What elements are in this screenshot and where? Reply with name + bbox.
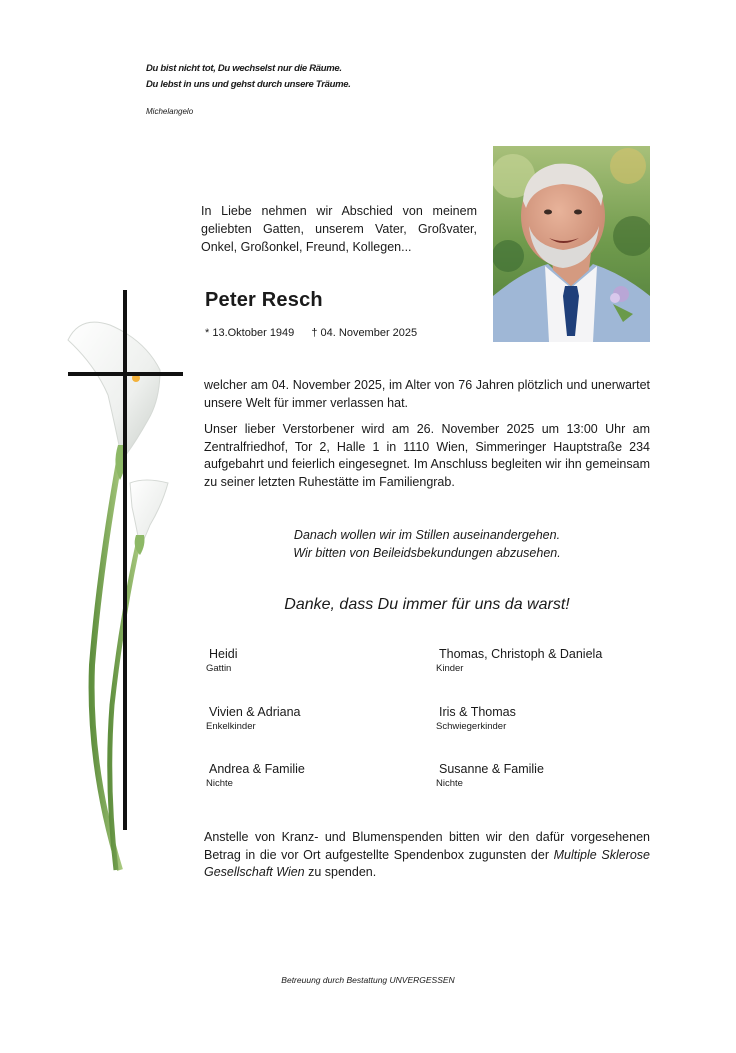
notice-line-1: Danach wollen wir im Stillen auseinandergehen. xyxy=(293,528,561,542)
mourner-entry xyxy=(436,647,646,674)
portrait-photo xyxy=(493,146,650,342)
lily-cross-illustration xyxy=(60,285,190,875)
charity-name: Multiple Sklerose Gesellschaft Wien xyxy=(204,847,650,879)
mourner-role: Kinder xyxy=(436,663,464,674)
quote-line-2: Du lebst in uns und gehst durch unsere Träume. xyxy=(146,79,351,90)
mourner-name: Iris & Thomas xyxy=(439,705,516,719)
quote-author: Michelangelo xyxy=(146,107,194,116)
death-announcement: welcher am 04. November 2025, im Alter von 76 Jahren plötzlich und unerwartet unsere Welt für immer verlassen hat. xyxy=(204,378,650,410)
intro-text: In Liebe nehmen wir Abschied von meinem geliebten Gatten, unserem Vater, Großvater, Onkel, Großonkel, Freund, Kollegen... xyxy=(201,204,477,254)
mourner-entry xyxy=(206,705,416,732)
mourner-role: Enkelkinder xyxy=(206,721,256,732)
mourner-role: Nichte xyxy=(206,778,233,789)
donation-text-after: zu spenden. xyxy=(304,865,377,879)
deceased-name: Peter Resch xyxy=(205,289,323,311)
donation-text-before: Anstelle von Kranz- und Blumenspenden bitten wir den dafür vorgesehenen Betrag in die vor Ort aufgestellte Spendenbox zugunsten der xyxy=(204,830,650,862)
footer-credit: Betreuung durch Bestattung UNVERGESSEN xyxy=(281,975,455,985)
mourner-role: Gattin xyxy=(206,663,232,674)
mourner-role: Schwiegerkinder xyxy=(436,721,507,732)
birth-date: * 13.Oktober 1949 xyxy=(205,327,295,339)
funeral-details: Unser lieber Verstorbener wird am 26. November 2025 um 13:00 Uhr am Zentralfriedhof, Tor 2, Halle 1 in 1110 Wien, Simmeringer Hauptstraße 234 aufgebahrt und feierlich eingesegnet. Im Anschluss begleiten wir ihn gemeinsam zu seiner letzten Ruhestätte im Familiengrab. xyxy=(204,422,650,489)
donation-request xyxy=(204,829,650,882)
mourner-entry xyxy=(436,705,646,732)
life-dates xyxy=(205,327,417,339)
mourner-role: Nichte xyxy=(436,778,463,789)
thanks-line: Danke, dass Du immer für uns da warst! xyxy=(284,596,570,613)
death-date: † 04. November 2025 xyxy=(311,327,418,339)
mourner-name: Thomas, Christoph & Daniela xyxy=(439,647,603,661)
mourner-entry xyxy=(206,647,416,674)
mourner-entry xyxy=(206,762,416,789)
mourner-name: Andrea & Familie xyxy=(209,762,305,776)
mourner-entry xyxy=(436,762,646,789)
quote-line-1: Du bist nicht tot, Du wechselst nur die Räume. xyxy=(146,63,342,74)
quote xyxy=(146,61,351,93)
mourner-name: Vivien & Adriana xyxy=(209,705,301,719)
mourner-name: Susanne & Familie xyxy=(439,762,544,776)
notice-line-2: Wir bitten von Beileidsbekundungen abzusehen. xyxy=(293,546,561,560)
mourner-name: Heidi xyxy=(209,647,238,661)
